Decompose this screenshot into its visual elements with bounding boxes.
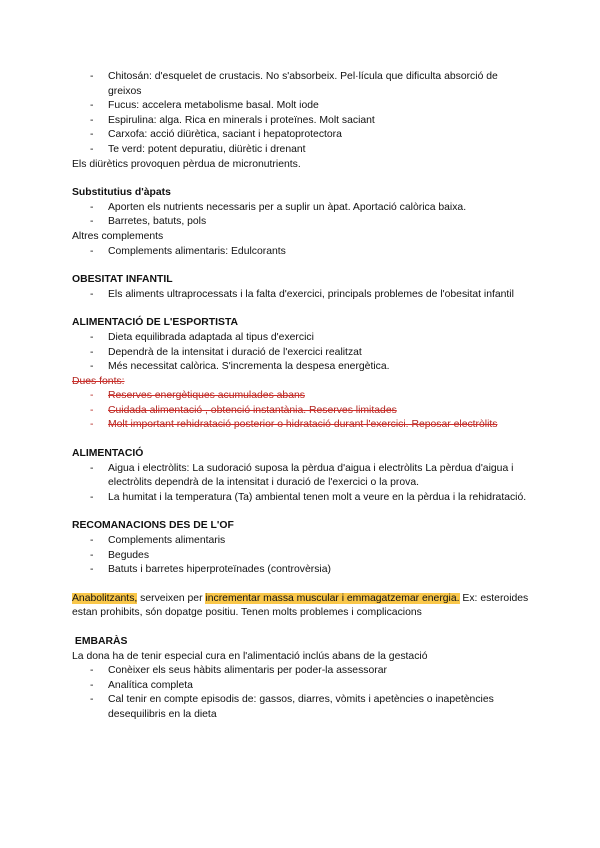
dash-bullet: - [90,694,94,706]
meal-replacements-list [72,201,532,230]
dash-bullet: - [90,404,94,416]
list-item: - Analítica completa [72,679,532,694]
list-item: - Barretes, batuts, pols [72,215,532,230]
dash-bullet: - [90,361,94,373]
dash-bullet: - [90,216,94,228]
dash-bullet: - [90,462,94,474]
dash-bullet: - [90,129,94,141]
list-item: - Chitosán: d'esquelet de crustacis. No s'absorbeix. Pel·lícula que dificulta absorció de greixos [90,71,498,97]
of-recommendations-list [72,534,532,578]
list-item: - Begudes [72,549,532,564]
list-item: - Fucus: accelera metabolisme basal. Molt iode [72,99,532,114]
diuretics-note: Els diürètics provoquen pèrdua de micronutrients. [72,158,301,170]
list-item: - Reserves energètiques acumulades abans [72,389,532,404]
list-item: - Cuidada alimentació , obtenció instantània. Reserves limitades [72,404,532,419]
dash-bullet: - [90,201,94,213]
dash-bullet: - [90,679,94,691]
dash-bullet: - [90,331,94,343]
dash-bullet: - [90,535,94,547]
list-item: - Molt important rehidratació posterior o hidratació durant l'exercici. Reposar electròlits [72,418,532,433]
dash-bullet: - [90,564,94,576]
dash-bullet: - [90,71,94,82]
list-item: - Complements alimentaris: Edulcorants [72,245,532,260]
list-item: - Complements alimentaris [72,534,532,549]
other-supplements-list [72,245,532,260]
dash-bullet: - [90,288,94,300]
athlete-nutrition-list [72,331,532,375]
list-item: - La humitat i la temperatura (Ta) ambiental tenen molt a veure en la pèrdua i la rehidratació. [72,491,532,506]
list-item: - Batuts i barretes hiperproteïnades (controvèrsia) [72,563,532,578]
list-item: - Carxofa: acció diürètica, saciant i hepatoprotectora [72,128,532,143]
struck-sources-list [72,389,532,433]
document-content [72,70,532,723]
dash-bullet: - [90,390,94,402]
anabolic-paragraph: Anabolitzants, serveixen per incrementar massa muscular i emmagatzemar energia. Ex: esteroides estan prohibits, són dopatge positiu. Tenen molts problemes i complicacions [72,592,529,619]
section-heading-of-recommendations: RECOMANACIONS DES DE L'OF [72,520,234,532]
list-item: - Aigua i electròlits: La sudoració suposa la pèrdua d'aigua i electròlits La pèrdua d'aigua i electròlits dependrà de la intensitat i duració de l'exercici o la prova. [90,462,514,489]
dash-bullet: - [90,419,94,431]
section-heading-pregnancy: EMBARÀS [74,636,128,647]
list-item: - Dieta equilibrada adaptada al tipus d'exercici [72,331,532,346]
list-item: - Dependrà de la intensitat i duració de l'exercici realitzat [72,346,532,361]
dash-bullet: - [90,100,94,112]
section-heading-nutrition: ALIMENTACIÓ [72,448,144,460]
pregnancy-intro: La dona ha de tenir especial cura en l'alimentació inclús abans de la gestació [72,650,428,662]
dash-bullet: - [90,549,94,561]
dash-bullet: - [90,114,94,126]
spacer [72,578,532,592]
section-heading-childhood-obesity: OBESITAT INFANTIL [72,274,173,286]
highlight-anabolic: Anabolitzants, [72,592,138,604]
list-item: - Cal tenir en compte episodis de: gassos, diarres, vòmits i apetències o inapetències desequilibris en la dieta [90,694,494,720]
list-item: - Aporten els nutrients necessaris per a suplir un àpat. Aportació calòrica baixa. [72,201,532,216]
dash-bullet: - [90,665,94,677]
section-heading-meal-replacements: Substitutius d'àpats [72,187,171,199]
list-item: - Te verd: potent depuratiu, diürètic i drenant [72,143,532,158]
list-item: - Conèixer els seus hàbits alimentaris per poder-la assessorar [72,664,532,679]
list-item: - Els aliments ultraprocessats i la falta d'exercici, principals problemes de l'obesitat infantil [72,288,532,303]
childhood-obesity-list [72,288,532,303]
nutrition-list [72,462,532,506]
dash-bullet: - [90,346,94,358]
struck-sources-label: Dues fonts: [72,375,125,387]
list-item: - Més necessitat calòrica. S'incrementa la despesa energètica. [72,360,532,375]
section-heading-athlete-nutrition: ALIMENTACIÓ DE L'ESPORTISTA [72,317,239,329]
list-item: - Espirulina: alga. Rica en minerals i proteïnes. Molt saciant [72,114,532,129]
dash-bullet: - [90,143,94,155]
other-supplements-label: Altres complements [72,230,164,242]
supplements-list [72,70,532,158]
highlight-muscle-mass: incrementar massa muscular i emmagatzemar energia. [205,592,460,604]
dash-bullet: - [90,245,94,257]
pregnancy-list [72,664,532,722]
dash-bullet: - [90,491,94,503]
